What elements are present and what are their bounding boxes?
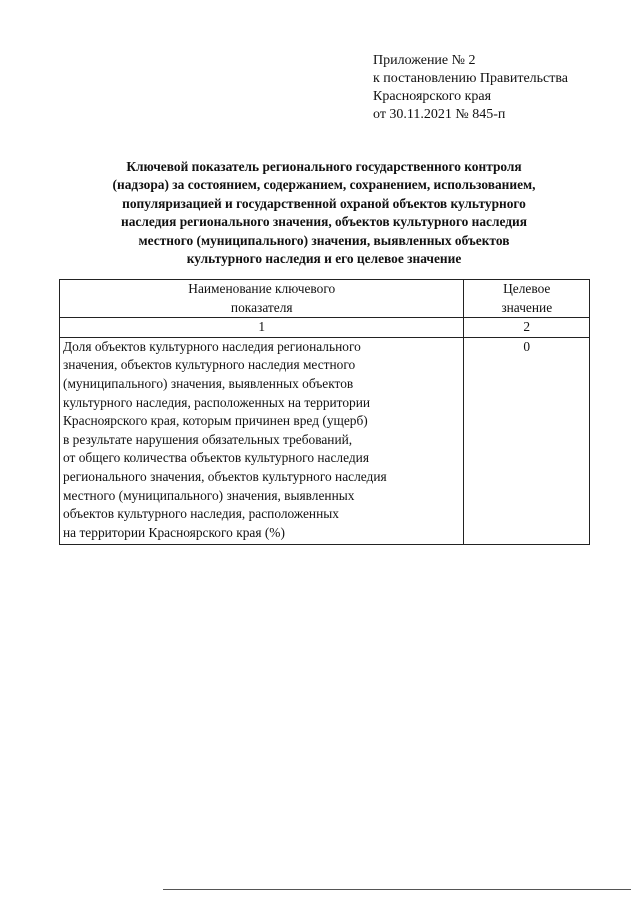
indicator-line: в результате нарушения обязательных требований,: [63, 431, 353, 447]
table-header-row: [60, 280, 590, 318]
header-target-line: значение: [501, 299, 553, 315]
column-number-1: 1: [60, 318, 464, 338]
header-target-value: [464, 280, 590, 318]
indicator-name-cell: [60, 337, 464, 545]
indicator-line: (муниципального) значения, выявленных объектов: [63, 375, 354, 391]
appendix-region: Красноярского края: [373, 89, 492, 104]
title-line: местного (муниципального) значения, выявленных объектов: [138, 232, 510, 248]
indicator-table: [59, 279, 590, 545]
indicator-line: от общего количества объектов культурного наследия: [63, 450, 370, 466]
indicator-line: значения, объектов культурного наследия местного: [63, 357, 356, 373]
indicator-line: местного (муниципального) значения, выявленных: [63, 487, 355, 503]
header-target-line: Целевое: [503, 281, 551, 296]
appendix-number: Приложение № 2: [373, 53, 476, 68]
title-line: популяризацией и государственной охраной объектов культурного: [122, 195, 526, 211]
title-line: (надзора) за состоянием, содержанием, сохранением, использованием,: [112, 177, 536, 193]
appendix-resolution-ref: к постановлению Правительства: [373, 71, 569, 86]
target-value-cell: 0: [464, 337, 590, 545]
title-line: культурного наследия и его целевое значение: [186, 251, 462, 267]
table-row: [60, 337, 590, 545]
indicator-line: на территории Красноярского края (%): [63, 524, 285, 540]
page-bottom-rule: [163, 889, 631, 890]
indicator-line: регионального значения, объектов культурного наследия: [63, 468, 387, 484]
title-line: наследия регионального значения, объектов культурного наследия: [121, 214, 527, 230]
indicator-line: Доля объектов культурного наследия регионального: [63, 338, 361, 354]
header-name-line: показателя: [230, 299, 293, 315]
indicator-line: объектов культурного наследия, расположенных: [63, 506, 339, 522]
indicator-line: культурного наследия, расположенных на территории: [63, 394, 371, 410]
column-number-row: [60, 318, 590, 338]
title-line: Ключевой показатель регионального государственного контроля: [126, 159, 522, 174]
indicator-line: Красноярского края, которым причинен вред (ущерб): [63, 413, 368, 429]
appendix-reference: [373, 52, 623, 124]
header-name-line: Наименование ключевого: [188, 281, 336, 296]
header-indicator-name: [60, 280, 464, 318]
document-title: [60, 158, 588, 268]
appendix-date-number: от 30.11.2021 № 845-п: [373, 107, 506, 122]
column-number-2: 2: [464, 318, 590, 338]
